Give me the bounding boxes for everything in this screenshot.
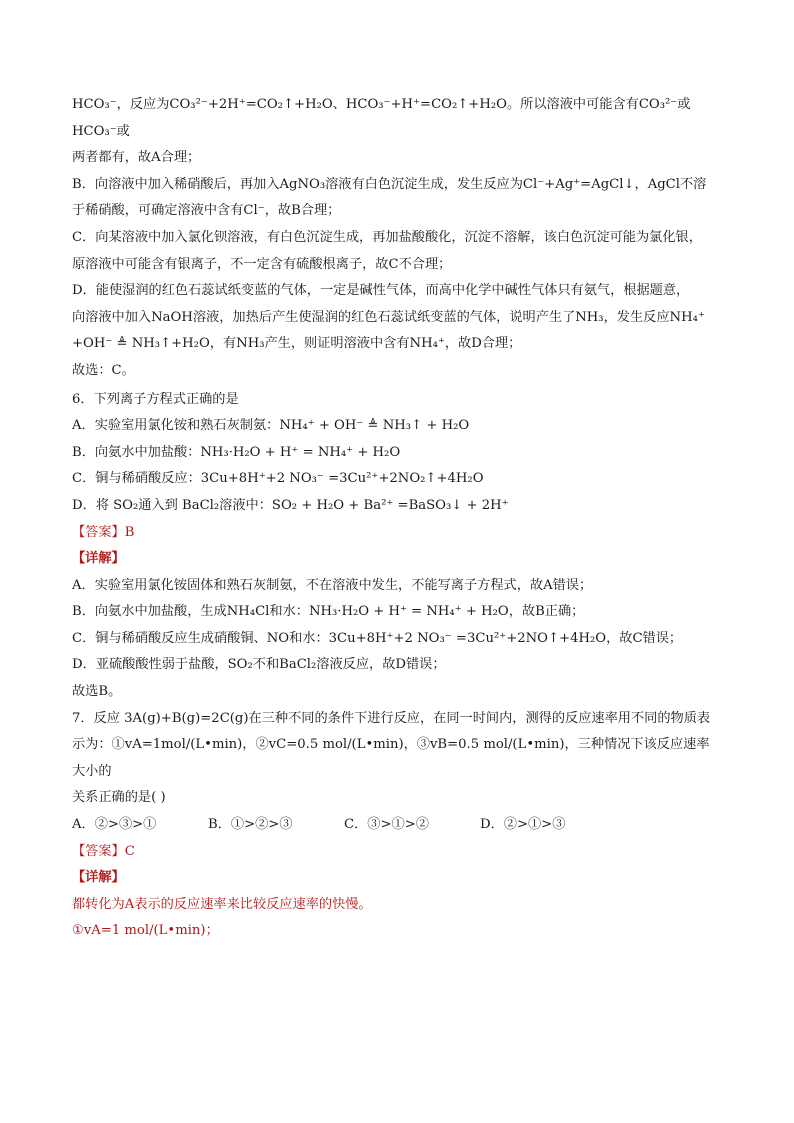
question-7-detail-line: 都转化为A表示的反应速率来比较反应速率的快慢。	[72, 896, 372, 912]
document-page	[72, 92, 722, 945]
question-6-detail-line: A．实验室用氯化铵固体和熟石灰制氨，不在溶液中发生，不能写离子方程式，故A错误；	[72, 577, 593, 593]
question-7-option-d: D．②>①>③	[480, 817, 566, 833]
question-6-option-c: C．铜与稀硝酸反应：3Cu+8H⁺+2 NO₃⁻ =3Cu²⁺+2NO₂↑+4H₂O	[72, 471, 484, 487]
text-line: 向溶液中加入NaOH溶液，加热后产生使湿润的红色石蕊试纸变蓝的气体，说明产生了NH₃，发生反应NH₄⁺	[72, 309, 705, 325]
question-6-detail-line: 故选B。	[72, 684, 122, 700]
question-7-option-a: A．②>③>①	[72, 817, 157, 833]
text-line: 故选：C。	[72, 362, 135, 378]
question-6-stem: 6．下列离子方程式正确的是	[72, 391, 239, 407]
question-6-option-d: D．将 SO₂通入到 BaCl₂溶液中：SO₂ + H₂O + Ba²⁺ =BaSO₃↓ + 2H⁺	[72, 497, 509, 513]
question-6-detail-header: 【详解】	[72, 551, 125, 567]
question-6-detail-line: C．铜与稀硝酸反应生成硝酸铜、NO和水：3Cu+8H⁺+2 NO₃⁻ =3Cu²⁺+2NO↑+4H₂O，故C错误；	[72, 630, 683, 646]
question-7-options	[72, 812, 722, 839]
question-7-detail-line: ①vA=1 mol/(L•min)；	[72, 923, 219, 939]
text-line: C．向某溶液中加入氯化钡溶液，有白色沉淀生成，再加盐酸酸化，沉淀不溶解，该白色沉淀可能为氯化银，	[72, 229, 702, 245]
text-line: 原溶液中可能含有银离子，不一定含有硫酸根离子，故C不合理；	[72, 256, 452, 272]
question-6-option-b: B．向氨水中加盐酸：NH₃·H₂O + H⁺ = NH₄⁺ + H₂O	[72, 444, 401, 460]
question-7-option-b: B．①>②>③	[208, 817, 293, 833]
question-6-detail-line: B．向氨水中加盐酸，生成NH₄Cl和水：NH₃·H₂O + H⁺ = NH₄⁺ + H₂O，故B正确；	[72, 604, 585, 620]
text-line: +OH⁻ ≜ NH₃↑+H₂O，有NH₃产生，则证明溶液中含有NH₄⁺，故D合理；	[72, 336, 522, 352]
question-7-stem-line: 关系正确的是( )	[72, 790, 166, 806]
question-7-detail-header: 【详解】	[72, 870, 125, 886]
question-6-option-a: A．实验室用氯化铵和熟石灰制氨：NH₄⁺ + OH⁻ ≜ NH₃↑ + H₂O	[72, 418, 470, 434]
question-7-answer: 【答案】C	[72, 843, 135, 859]
question-7-option-c: C．③>①>②	[344, 817, 429, 833]
question-7-stem-line: 示为：①vA=1mol/(L•min)，②vC=0.5 mol/(L•min)，③vB=0.5 mol/(L•min)，三种情况下该反应速率大小的	[72, 737, 710, 779]
question-6-answer: 【答案】B	[72, 524, 135, 540]
text-line: HCO₃⁻，反应为CO₃²⁻+2H⁺=CO₂↑+H₂O、HCO₃⁻+H⁺=CO₂↑+H₂O。所以溶液中可能含有CO₃²⁻或HCO₃⁻或	[72, 97, 691, 139]
text-line: 两者都有，故A合理；	[72, 150, 201, 166]
text-line: D．能使湿润的红色石蕊试纸变蓝的气体，一定是碱性气体，而高中化学中碱性气体只有氨气，根据题意，	[72, 283, 690, 299]
question-7-stem-line: 7．反应 3A(g)+B(g)=2C(g)在三种不同的条件下进行反应，在同一时间内，测得的反应速率用不同的物质表	[72, 710, 711, 726]
text-line: 于稀硝酸，可确定溶液中含有Cl⁻，故B合理；	[72, 203, 341, 219]
text-line: B．向溶液中加入稀硝酸后，再加入AgNO₃溶液有白色沉淀生成，发生反应为Cl⁻+Ag⁺=AgCl↓，AgCl不溶	[72, 176, 707, 192]
question-6-detail-line: D．亚硫酸酸性弱于盐酸，SO₂不和BaCl₂溶液反应，故D错误；	[72, 657, 446, 673]
